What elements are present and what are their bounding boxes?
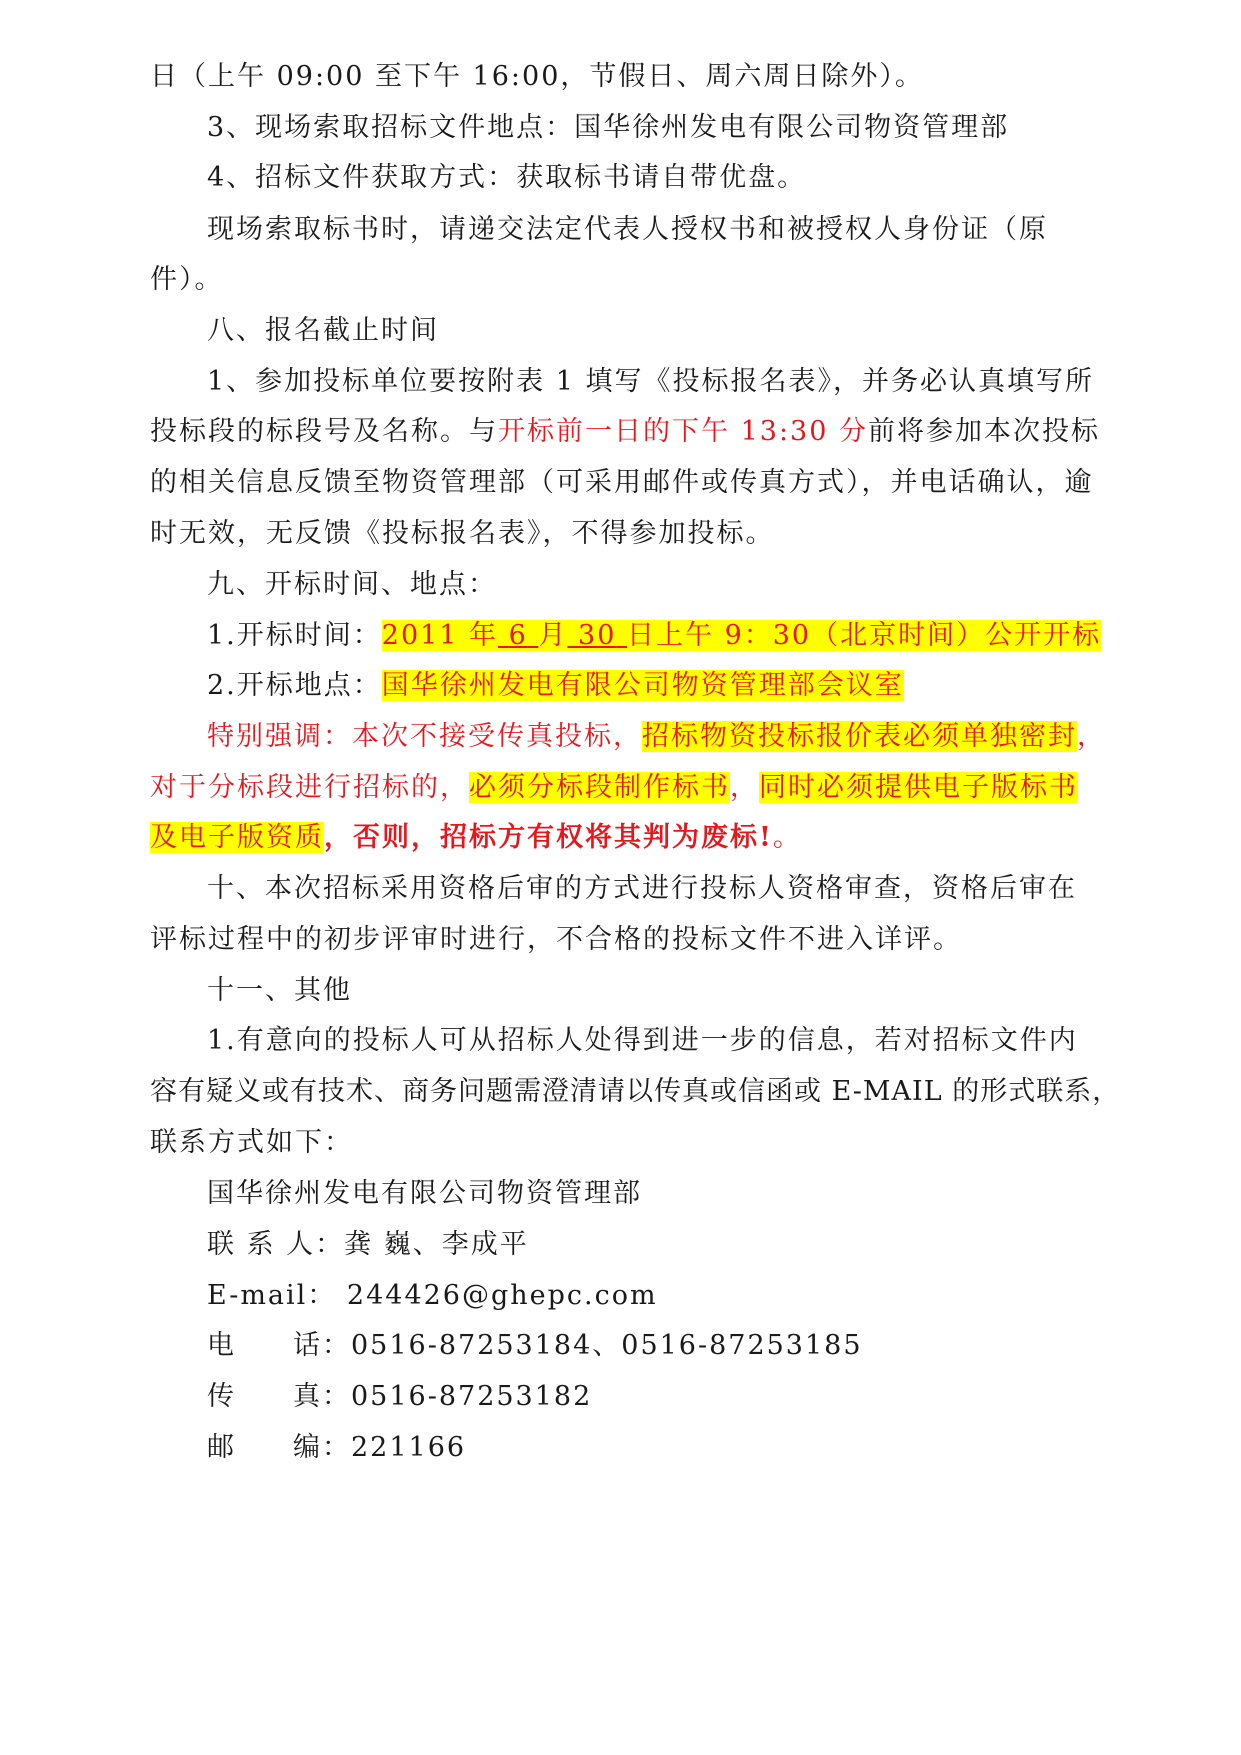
contact-person: 龚 巍、李成平 [344, 1229, 529, 1260]
contact-phone: 0516-87253184、0516-87253185 [351, 1330, 863, 1361]
section-heading: 十一、其他 [207, 975, 352, 1006]
emphasis-line [150, 768, 1090, 808]
opening-time-label: 1.开标时间： [207, 620, 382, 651]
paragraph-line: 十、本次招标采用资格后审的方式进行投标人资格审查，资格后审在 [207, 873, 1077, 904]
paragraph-line: 4、招标文件获取方式：获取标书请自带优盘。 [207, 162, 807, 193]
text-span: ， [1077, 721, 1106, 752]
opening-time-line [207, 616, 1102, 656]
contact-email-label: E-mail： [207, 1280, 337, 1311]
paragraph-line: 现场索取标书时，请递交法定代表人授权书和被授权人身份证（原 [207, 214, 1048, 245]
section-heading: 八、报名截止时间 [207, 315, 439, 346]
text-span: ， [730, 772, 759, 803]
contact-zip-line [207, 1428, 1090, 1468]
paragraph-line: 1、参加投标单位要按附表 1 填写《投标报名表》，并务必认真填写所 [207, 366, 1095, 397]
paragraph-line: 评标过程中的初步评审时进行，不合格的投标文件不进入详评。 [150, 924, 962, 955]
text-span: 。 [772, 822, 802, 853]
deadline-text: 开标前一日的下午 13:30 分 [498, 416, 868, 447]
paragraph-line: 件）。 [150, 264, 224, 295]
contact-email-line [207, 1276, 1090, 1316]
paragraph-line: 容有疑义或有技术、商务问题需澄清请以传真或信函或 E-MAIL 的形式联系， [150, 1076, 1121, 1107]
contact-fax: 0516-87253182 [351, 1381, 593, 1412]
contact-company: 国华徐州发电有限公司物资管理部 [207, 1178, 642, 1209]
opening-location-value: 国华徐州发电有限公司物资管理部会议室 [381, 670, 904, 701]
month-unit: 月 [538, 620, 568, 651]
emphasis-line [207, 717, 1106, 757]
paragraph-line: 3、现场索取招标文件地点：国华徐州发电有限公司物资管理部 [207, 112, 1010, 143]
time-rest: 日上午 9：30（北京时间）公开开标 [626, 620, 1102, 651]
month-value: 6 [508, 620, 528, 651]
paragraph-line: 的相关信息反馈至物资管理部（可采用邮件或传真方式），并电话确认，逾 [150, 467, 1094, 498]
opening-location-line [207, 666, 1090, 706]
contact-phone-line [207, 1326, 1090, 1366]
contact-email: 244426@ghepc.com [346, 1280, 658, 1311]
paragraph-line [150, 412, 1100, 452]
contact-phone-label-b: 话： [293, 1330, 351, 1361]
year-text: 2011 年 [381, 620, 499, 651]
opening-time-value [382, 620, 1101, 651]
paragraph-line: 联系方式如下： [150, 1127, 353, 1158]
contact-person-label: 联 系 人： [207, 1229, 345, 1260]
emphasis-line [150, 818, 1090, 858]
section-heading: 九、开标时间、地点： [207, 569, 497, 600]
emphasis-highlight: 必须分标段制作标书 [469, 772, 730, 803]
contact-zip-label-a: 邮 [207, 1432, 236, 1463]
contact-zip: 221166 [351, 1432, 467, 1463]
emphasis-highlight: 招标物资投标报价表必须单独密封 [642, 721, 1077, 752]
emphasis-text: 特别强调：本次不接受传真投标， [207, 721, 642, 752]
emphasis-highlight: 同时必须提供电子版标书 [759, 772, 1078, 803]
paragraph-line: 日（上午 09:00 至下午 16:00，节假日、周六周日除外）。 [150, 61, 924, 92]
contact-zip-label-b: 编： [293, 1432, 351, 1463]
contact-fax-label-b: 真： [293, 1381, 351, 1412]
contact-person-line [207, 1225, 1090, 1265]
paragraph-line: 时无效，无反馈《投标报名表》，不得参加投标。 [150, 518, 775, 549]
text-span: 前将参加本次投标 [867, 416, 1100, 447]
paragraph-line: 1.有意向的投标人可从招标人处得到进一步的信息，若对招标文件内 [207, 1025, 1078, 1056]
contact-fax-label-a: 传 [207, 1381, 236, 1412]
contact-fax-line [207, 1377, 1090, 1417]
emphasis-text: 对于分标段进行招标的， [150, 772, 469, 803]
emphasis-bold: ，否则，招标方有权将其判为废标! [324, 822, 773, 853]
contact-phone-label-a: 电 [207, 1330, 236, 1361]
text-span: 投标段的标段号及名称。与 [150, 416, 498, 447]
opening-location-label: 2.开标地点： [207, 670, 382, 701]
day-value: 30 [578, 620, 617, 651]
emphasis-highlight: 及电子版资质 [150, 822, 324, 853]
